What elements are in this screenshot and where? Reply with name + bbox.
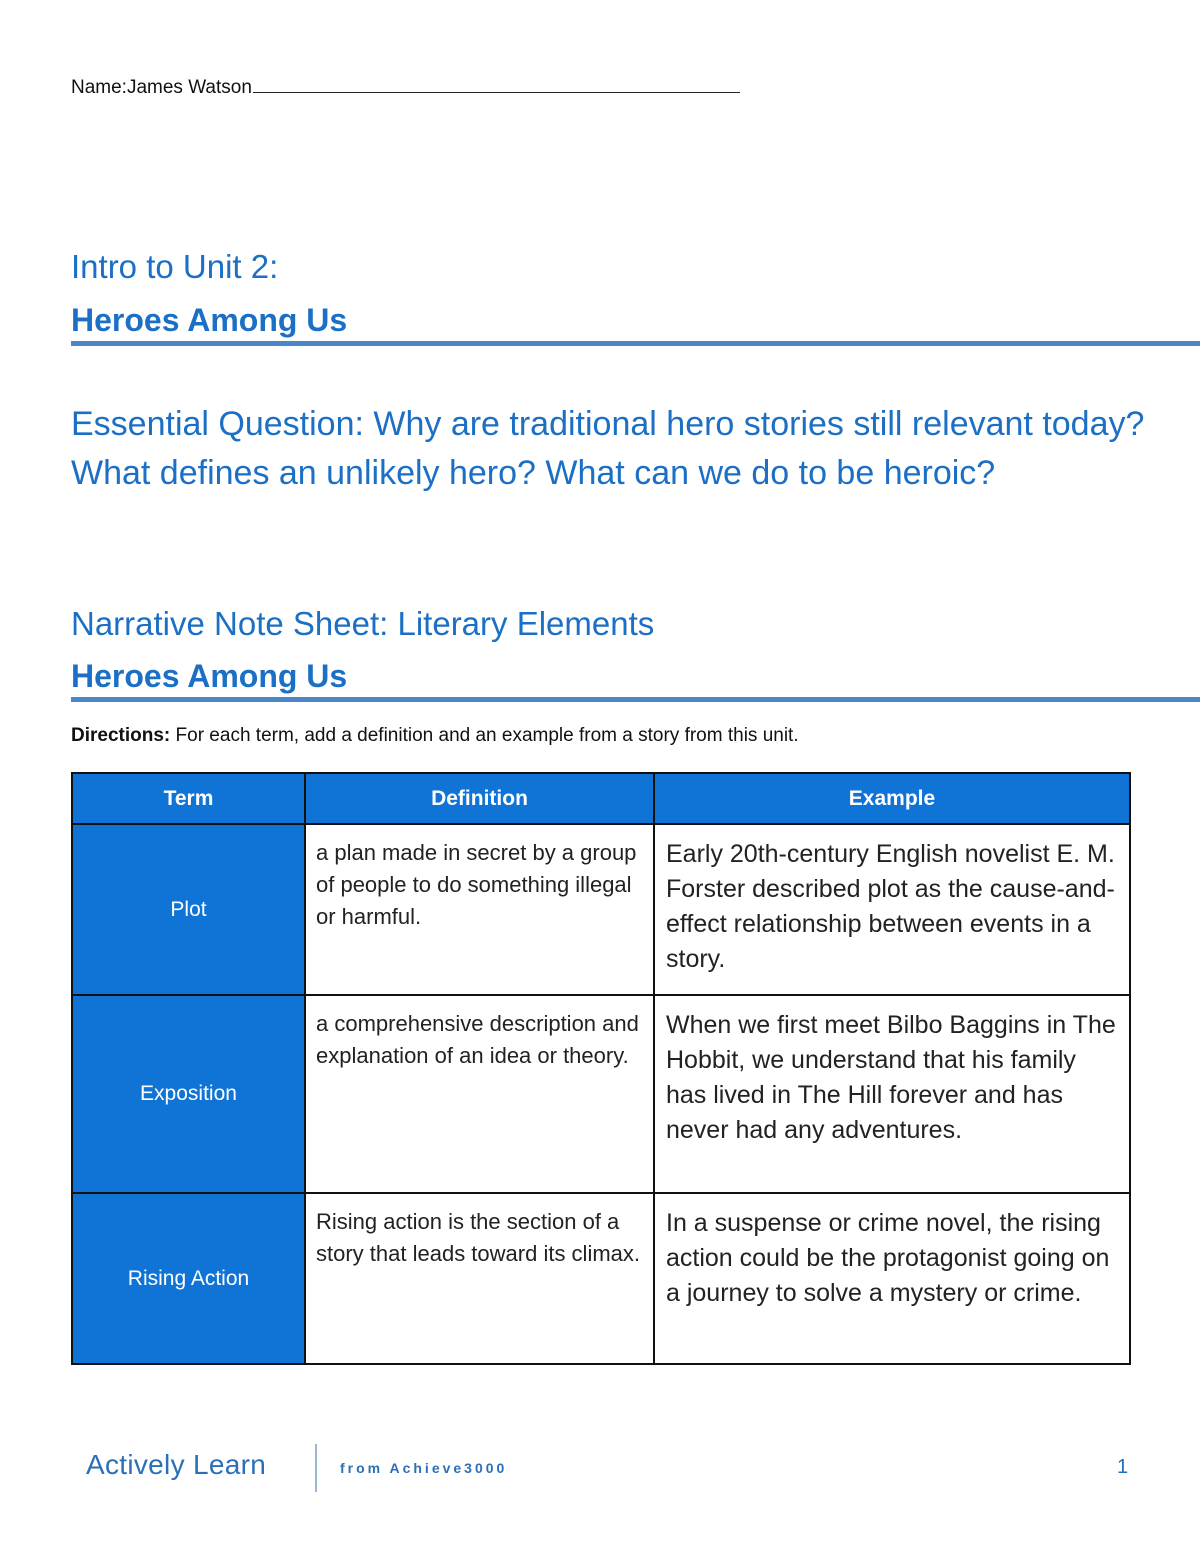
- footer-from: from Achieve3000: [340, 1460, 508, 1476]
- directions-text: For each term, add a definition and an example from a story from this unit.: [170, 725, 799, 746]
- page-number: 1: [1117, 1456, 1129, 1478]
- definition-cell[interactable]: a plan made in secret by a group of people to do something illegal or harmful.: [305, 824, 654, 995]
- intro-rule: [71, 341, 1200, 346]
- definition-cell[interactable]: a comprehensive description and explanation of an idea or theory.: [305, 995, 654, 1193]
- actively-learn-logo: [86, 1449, 266, 1481]
- table-header-row: [72, 773, 1130, 824]
- directions-label: Directions:: [71, 725, 171, 746]
- notes-title: Narrative Note Sheet: Literary Elements: [71, 605, 655, 642]
- term-cell: Plot: [72, 824, 305, 995]
- header-example: Example: [654, 773, 1130, 824]
- notes-subtitle: Heroes Among Us: [71, 658, 348, 694]
- term-cell: Rising Action: [72, 1193, 305, 1364]
- example-cell[interactable]: In a suspense or crime novel, the rising action could be the protagonist going on a journey to solve a mystery or crime.: [654, 1193, 1130, 1364]
- table-row: [72, 1193, 1130, 1364]
- directions: [71, 725, 799, 747]
- example-cell[interactable]: Early 20th-century English novelist E. M. Forster described plot as the cause-and-effect relationship between events in a story.: [654, 824, 1130, 995]
- table-row: [72, 995, 1130, 1193]
- example-cell[interactable]: When we first meet Bilbo Baggins in The Hobbit, we understand that his family has lived in The Hill forever and has never had any adventures.: [654, 995, 1130, 1193]
- intro-subtitle: Heroes Among Us: [71, 302, 348, 338]
- definition-cell[interactable]: Rising action is the section of a story that leads toward its climax.: [305, 1193, 654, 1364]
- essential-question: Essential Question: Why are traditional hero stories still relevant today? What defines an unlikely hero? What can we do to be heroic?: [71, 405, 1145, 492]
- literary-elements-table: [71, 772, 1131, 1365]
- footer-divider: [315, 1444, 317, 1492]
- term-cell: Exposition: [72, 995, 305, 1193]
- notes-rule: [71, 697, 1200, 702]
- name-line: [71, 74, 740, 99]
- name-value: James Watson: [126, 77, 252, 98]
- header-term: Term: [72, 773, 305, 824]
- header-definition: Definition: [305, 773, 654, 824]
- intro-title: Intro to Unit 2:: [71, 248, 279, 285]
- brand-name: Actively Learn: [86, 1449, 267, 1480]
- name-label: Name:: [71, 77, 127, 98]
- name-underline: [253, 74, 740, 93]
- table-row: [72, 824, 1130, 995]
